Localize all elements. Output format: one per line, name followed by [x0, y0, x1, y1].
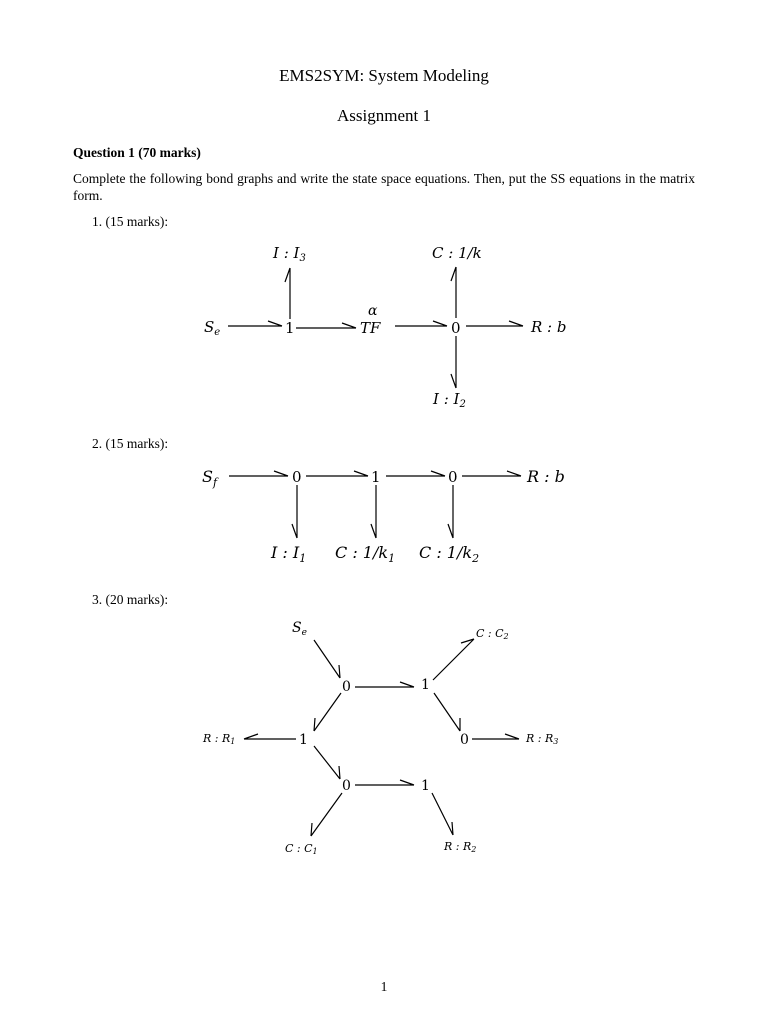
i3-label: I : $I_3$	[273, 244, 306, 264]
bond-0-bot-to-1-bot	[355, 780, 414, 785]
bond-1-mid-to-0-bot	[314, 746, 340, 779]
bond-1-top-to-0-mid	[434, 693, 460, 731]
item-2-label: 2. (15 marks):	[92, 436, 169, 451]
bond-1-to-c2	[433, 639, 474, 680]
junction-1-center: 1	[371, 468, 381, 486]
bond-0-top-to-1-mid	[314, 693, 341, 731]
item-1-label: 1. (15 marks):	[92, 214, 169, 229]
c-label: C : 1/k	[432, 244, 482, 262]
junction-1-bot-right: 1	[421, 778, 430, 794]
c1-label: C : $1/k_1$	[335, 543, 396, 565]
question-text: Complete the following bond graphs and write the state space equations. Then, put the SS equations in the matrix form.	[73, 171, 695, 203]
question-heading: Question 1 (70 marks)	[73, 145, 201, 160]
tf-element: TF	[360, 319, 381, 337]
i1-label: I : $I_1$	[271, 543, 307, 565]
bond-0-to-1-top	[355, 682, 414, 687]
i2-label: I : $I_2$	[433, 390, 466, 410]
r-label: R : b	[527, 467, 565, 486]
se-label: $S_e$	[292, 620, 307, 638]
page-number: 1	[380, 979, 388, 994]
junction-1-mid-left: 1	[299, 732, 308, 748]
bond-0-mid-to-r3	[472, 734, 519, 739]
bond-1-bot-to-r2	[432, 793, 453, 835]
item-3-label: 3. (20 marks):	[92, 592, 169, 607]
assignment-subtitle: Assignment 1	[337, 106, 431, 125]
junction-1: 1	[285, 319, 295, 337]
c2-label: C : C2	[476, 627, 509, 641]
c1-label: C : C1	[285, 842, 318, 856]
junction-0-bot-left: 0	[342, 778, 351, 794]
r3-label: R : R3	[526, 732, 559, 746]
junction-0-top-left: 0	[342, 679, 351, 695]
tf-modulus: α	[368, 303, 378, 319]
junction-0-right: 0	[448, 468, 458, 486]
junction-0-mid-right: 0	[460, 732, 469, 748]
bond-0-bot-to-c1	[311, 793, 342, 836]
bond-1-mid-to-r1	[244, 734, 296, 739]
document-title: EMS2SYM: System Modeling	[279, 66, 489, 85]
junction-0: 0	[451, 319, 461, 337]
r1-label: R : R1	[203, 732, 236, 746]
bond-se-to-0-top	[314, 640, 340, 678]
sf-label: $S_f$	[202, 467, 218, 489]
se-label: $S_e$	[204, 318, 221, 338]
r2-label: R : R2	[444, 840, 477, 854]
junction-1-top-right: 1	[421, 677, 430, 693]
r-label: R : b	[531, 318, 567, 336]
junction-0-left: 0	[292, 468, 302, 486]
c2-label: C : $1/k_2$	[419, 543, 480, 565]
graph-3-bonds	[244, 639, 519, 836]
